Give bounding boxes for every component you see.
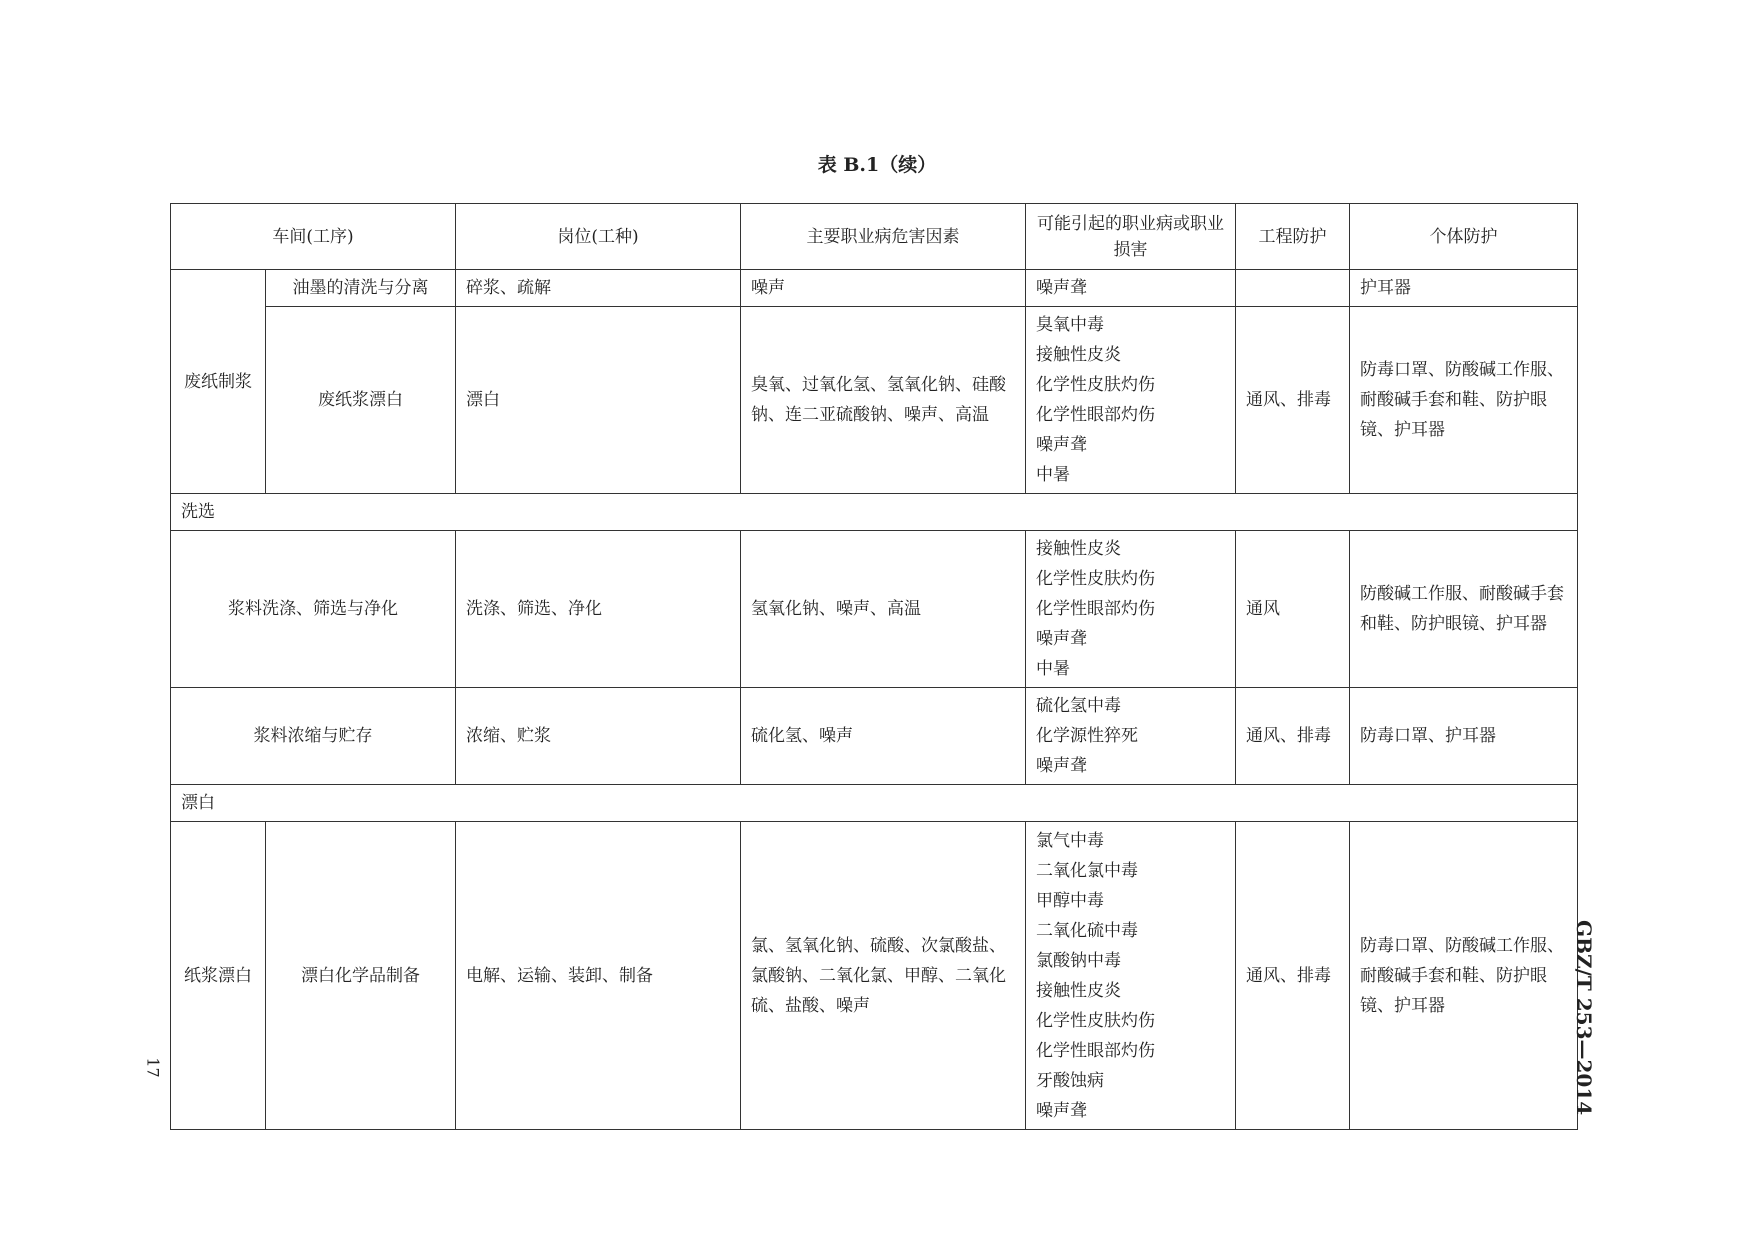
hazard-cell: 氢氧化钠、噪声、高温 (741, 531, 1026, 688)
hazard-cell: 臭氧、过氧化氢、氢氧化钠、硅酸钠、连二亚硫酸钠、噪声、高温 (741, 307, 1026, 494)
disease-cell: 接触性皮炎 化学性皮肤灼伤 化学性眼部灼伤 噪声聋 中暑 (1026, 531, 1236, 688)
table-row (171, 270, 1578, 307)
engineering-cell: 通风、排毒 (1236, 688, 1350, 785)
table-row (171, 531, 1578, 688)
hazard-cell: 氯、氢氧化钠、硫酸、次氯酸盐、氯酸钠、二氧化氯、甲醇、二氧化硫、盐酸、噪声 (741, 822, 1026, 1130)
standard-number: GBZ/T 253—2014 (1572, 920, 1596, 1116)
hazard-cell: 噪声 (741, 270, 1026, 307)
engineering-cell: 通风、排毒 (1236, 822, 1350, 1130)
process-cell: 浆料洗涤、筛选与净化 (171, 531, 456, 688)
post-cell: 漂白 (456, 307, 741, 494)
table-title: 表 B.1（续） (817, 154, 937, 176)
page-number: 17 (143, 1057, 163, 1078)
disease-cell: 氯气中毒 二氧化氯中毒 甲醇中毒 二氧化硫中毒 氯酸钠中毒 接触性皮炎 化学性皮肤灼伤 化学性眼部灼伤 牙酸蚀病 噪声聋 (1026, 822, 1236, 1130)
process-cell: 漂白化学品制备 (266, 822, 456, 1130)
engineering-cell (1236, 270, 1350, 307)
header-post: 岗位(工种) (456, 204, 741, 270)
disease-cell: 臭氧中毒 接触性皮炎 化学性皮肤灼伤 化学性眼部灼伤 噪声聋 中暑 (1026, 307, 1236, 494)
table-row (171, 307, 1578, 494)
process-cell: 浆料浓缩与贮存 (171, 688, 456, 785)
section-row (171, 785, 1578, 822)
post-cell: 浓缩、贮浆 (456, 688, 741, 785)
header-disease: 可能引起的职业病或职业损害 (1026, 204, 1236, 270)
disease-cell: 硫化氢中毒 化学源性猝死 噪声聋 (1026, 688, 1236, 785)
ppe-cell: 护耳器 (1350, 270, 1578, 307)
post-cell: 洗涤、筛选、净化 (456, 531, 741, 688)
header-hazard: 主要职业病危害因素 (741, 204, 1026, 270)
process-cell: 废纸浆漂白 (266, 307, 456, 494)
disease-cell: 噪声聋 (1026, 270, 1236, 307)
section-label: 漂白 (171, 785, 1578, 822)
ppe-cell: 防毒口罩、防酸碱工作服、耐酸碱手套和鞋、防护眼镜、护耳器 (1350, 822, 1578, 1130)
group-cell: 纸浆漂白 (171, 822, 266, 1130)
engineering-cell: 通风、排毒 (1236, 307, 1350, 494)
section-label: 洗选 (171, 494, 1578, 531)
ppe-cell: 防毒口罩、护耳器 (1350, 688, 1578, 785)
table-row (171, 688, 1578, 785)
hazard-table (170, 203, 1578, 1130)
ppe-cell: 防酸碱工作服、耐酸碱手套和鞋、防护眼镜、护耳器 (1350, 531, 1578, 688)
post-cell: 电解、运输、装卸、制备 (456, 822, 741, 1130)
table-row (171, 822, 1578, 1130)
header-workshop: 车间(工序) (171, 204, 456, 270)
ppe-cell: 防毒口罩、防酸碱工作服、耐酸碱手套和鞋、防护眼镜、护耳器 (1350, 307, 1578, 494)
header-engineering: 工程防护 (1236, 204, 1350, 270)
hazard-cell: 硫化氢、噪声 (741, 688, 1026, 785)
process-cell: 油墨的清洗与分离 (266, 270, 456, 307)
group-cell: 废纸制浆 (171, 270, 266, 494)
post-cell: 碎浆、疏解 (456, 270, 741, 307)
section-row (171, 494, 1578, 531)
header-row (171, 204, 1578, 270)
engineering-cell: 通风 (1236, 531, 1350, 688)
header-ppe: 个体防护 (1350, 204, 1578, 270)
